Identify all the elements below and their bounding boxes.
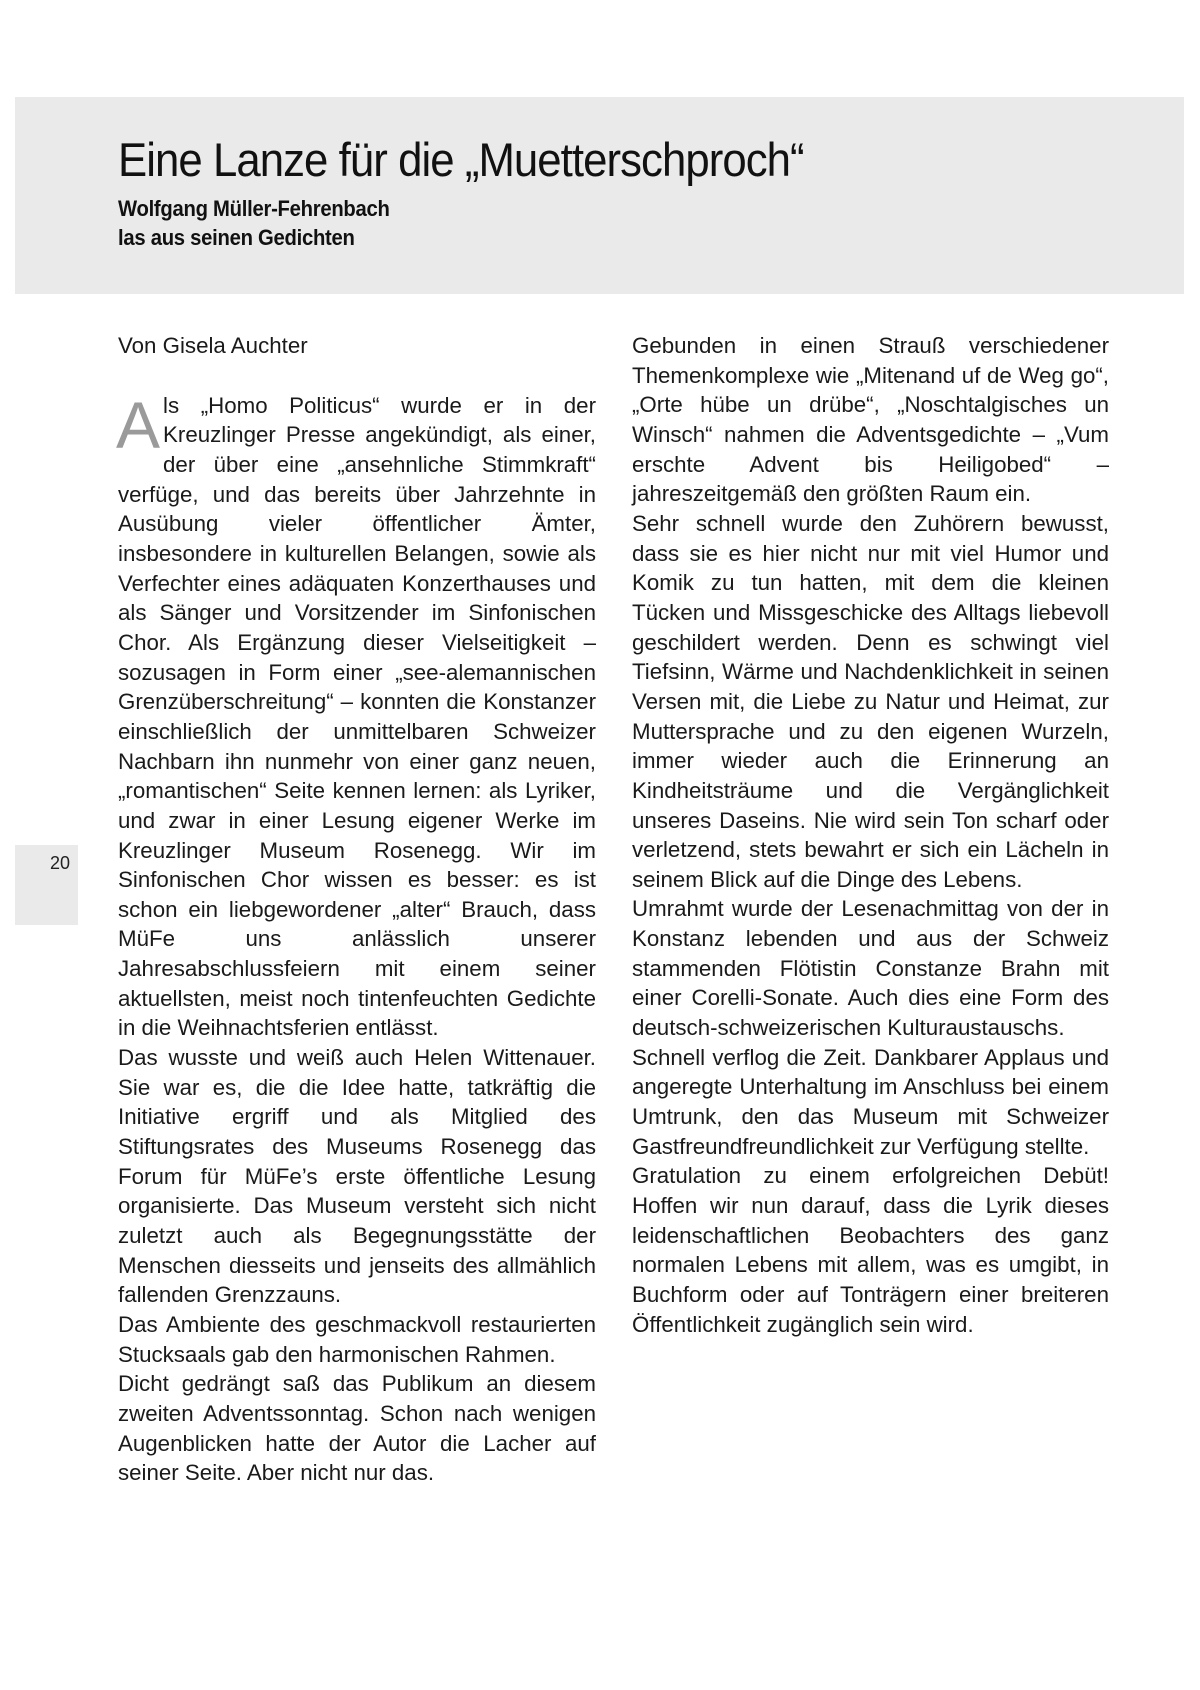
paragraph: Umrahmt wurde der Lesenachmittag von der in Konstanz lebenden und aus der Schweiz stammenden Flötistin Constanze Brahn mit einer Corelli-Sonate. Auch dies eine Form des deutsch-schweizerischen Kulturaustauschs. — [632, 896, 1109, 1041]
subtitle-line-2: las aus seinen Gedichten — [118, 225, 355, 250]
paragraph — [116, 387, 596, 1043]
paragraph: Gebunden in einen Strauß verschiedener Themenkomplexe wie „Mitenand uf de Weg go“, „Orte hübe un drübe“, „Noschtalgisches un Winsch“ nahmen die Adventsgedichte – „Vum erschte Advent bis Heiligobed“ – jahreszeitgemäß den größten Raum ein. — [632, 333, 1109, 507]
article-title: Eine Lanze für die „Muetterschproch“ — [118, 133, 804, 186]
subtitle-line-1: Wolfgang Müller-Fehrenbach — [118, 196, 390, 221]
drop-cap: A — [116, 387, 161, 462]
page-number-tab — [15, 845, 78, 925]
article-subtitle — [118, 194, 390, 252]
paragraph: Dicht gedrängt saß das Publikum an diesem zweiten Adventssonntag. Schon nach wenigen Augenblicken hatte der Autor die Lacher auf seiner Seite. Aber nicht nur das. — [118, 1371, 596, 1486]
paragraph-text: ls „Homo Politicus“ wurde er in der Kreuzlinger Presse angekündigt, als einer, der über eine „ansehnliche Stimmkraft“ verfüge, und das bereits über Jahrzehnte in Ausübung vieler öffentlicher Ämter, insbesondere in kulturellen Belangen, sowie als Verfechter eines adäquaten Konzerthauses und als Sänger und Vorsitzender im Sinfonischen Chor. Als Ergänzung dieser Vielseitigkeit – sozusagen in Form einer „see-alemannischen Grenzüberschreitung“ – konnten die Konstanzer einschließlich der unmittelbaren Schweizer Nachbarn ihn nunmehr von einer ganz neuen, „romantischen“ Seite kennen lernen: als Lyriker, und zwar in einer Lesung eigener Werke im Kreuzlinger Museum Rosenegg. Wir im Sinfonischen Chor wissen es besser: es ist schon ein liebgewordener „alter“ Brauch, dass MüFe uns anlässlich unserer Jahresabschlussfeiern mit einem seiner aktuellsten, meist noch tintenfeuchten Gedichte in die Weihnachtsferien entlässt. — [118, 392, 596, 1041]
left-column — [118, 331, 596, 1488]
paragraph: Gratulation zu einem erfolgreichen Debüt! Hoffen wir nun darauf, dass die Lyrik dieses leidenschaftlichen Beobachters des ganz normalen Lebens mit allem, was es umgibt, in Buchform oder auf Tonträgern einer breiteren Öffentlichkeit zugänglich sein wird. — [632, 1163, 1109, 1337]
paragraph: Das wusste und weiß auch Helen Wittenauer. Sie war es, die die Idee hatte, tatkräftig die Initiative ergriff und als Mitglied des Stiftungsrates des Museums Rosenegg das Forum für MüFe’s erste öffentliche Lesung organisierte. Das Museum versteht sich nicht zuletzt auch als Begegnungsstätte der Menschen diesseits und jenseits des allmählich fallenden Grenzzauns. — [118, 1045, 596, 1308]
page-number: 20 — [49, 853, 70, 873]
paragraph: Das Ambiente des geschmackvoll restaurierten Stucksaals gab den harmonischen Rahmen. — [118, 1312, 596, 1367]
right-column — [632, 331, 1109, 1339]
paragraph: Schnell verflog die Zeit. Dankbarer Applaus und angeregte Unterhaltung im Anschluss bei einem Umtrunk, den das Museum mit Schweizer Gastfreundfreundlichkeit zur Verfügung stellte. — [632, 1044, 1109, 1159]
paragraph: Sehr schnell wurde den Zuhörern bewusst, dass sie es hier nicht nur mit viel Humor und Komik zu tun hatten, mit dem die kleinen Tücken und Missgeschicke des Alltags liebevoll geschildert werden. Denn es schwingt viel Tiefsinn, Wärme und Nachdenklichkeit in seinen Versen mit, die Liebe zu Natur und Heimat, zur Muttersprache und zu den eigenen Wurzeln, immer wieder auch die Erinnerung an Kindheitsträume und die Vergänglichkeit unseres Daseins. Nie wird sein Ton scharf oder verletzend, stets bewahrt er sich ein Lächeln in seinem Blick auf die Dinge des Lebens. — [632, 510, 1109, 892]
byline: Von Gisela Auchter — [118, 333, 308, 358]
